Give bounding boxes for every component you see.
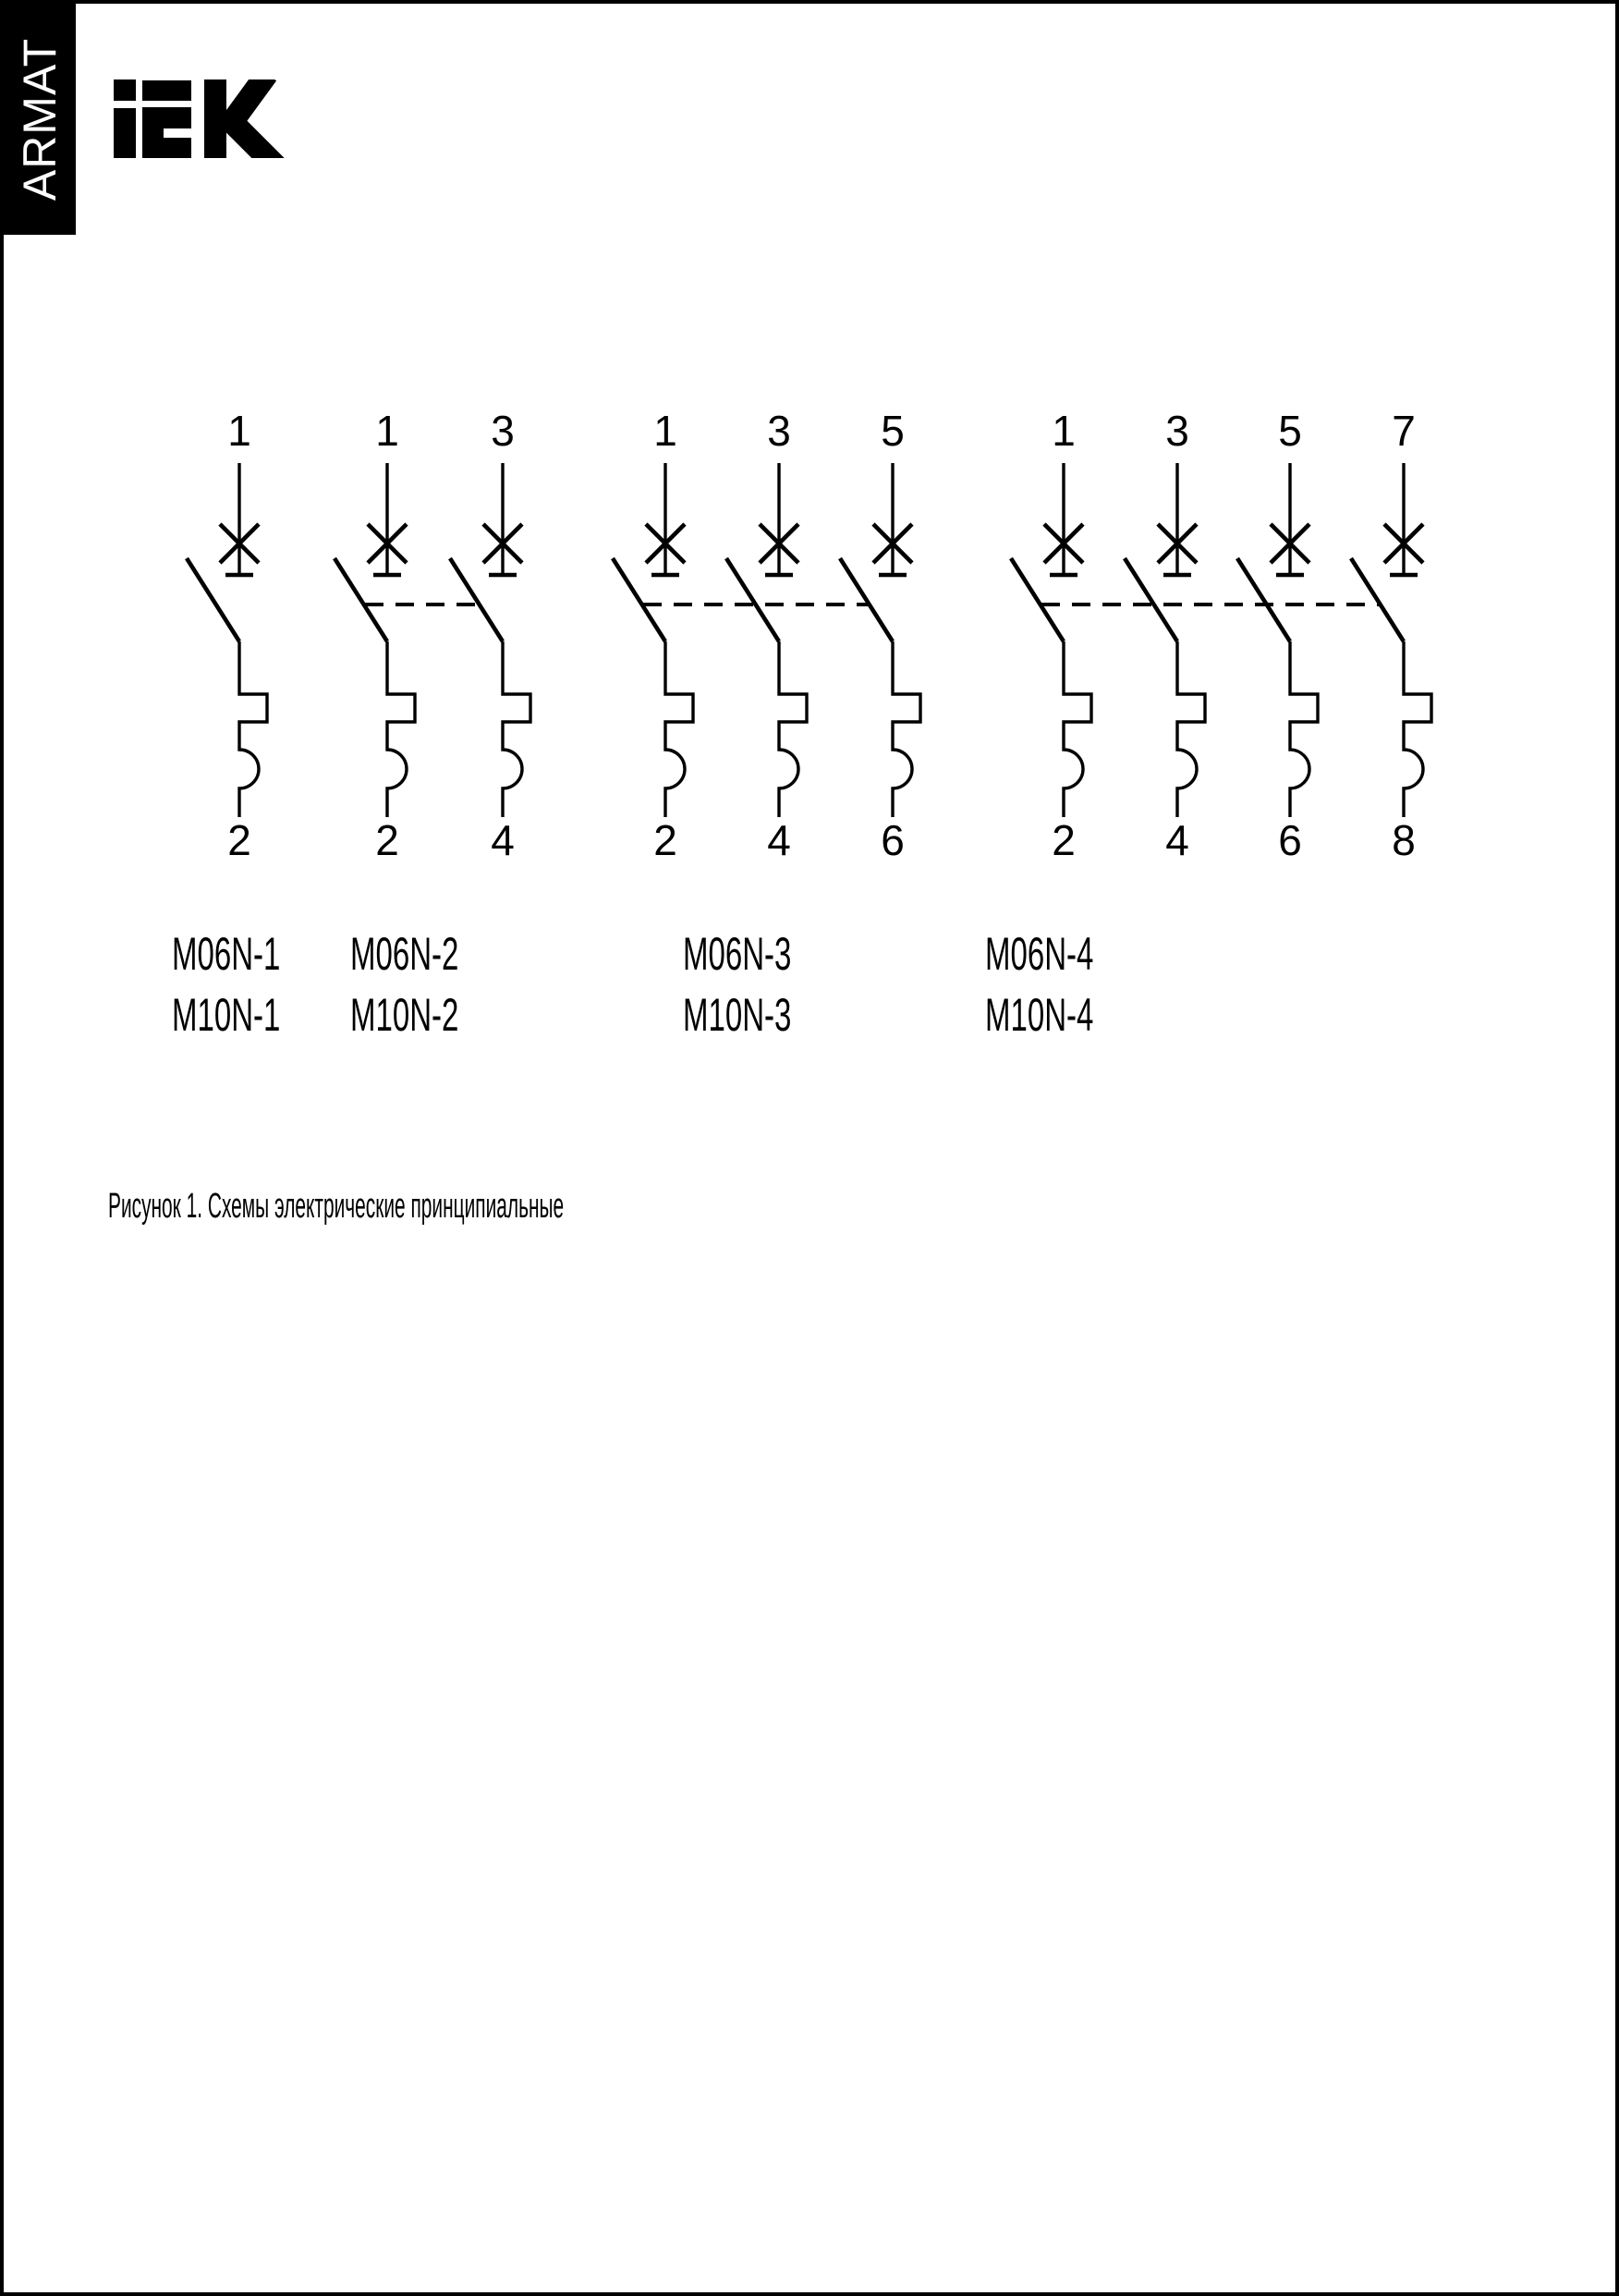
pole-conductor-path: [1404, 463, 1431, 817]
terminal-number-top: 1: [1052, 407, 1076, 455]
pole-contact-symbols: [1351, 524, 1423, 641]
terminal-number-bottom: 2: [375, 816, 399, 864]
pole-contact-symbols: [187, 524, 259, 641]
pole-conductor-path: [503, 463, 530, 817]
model-name: M10N-4: [985, 989, 1094, 1041]
terminal-number-top: 3: [491, 407, 515, 455]
pole-contact-symbols: [613, 524, 685, 641]
terminal-number-top: 1: [653, 407, 677, 455]
model-name: M06N-3: [683, 928, 792, 980]
schematic-group-M06N-2: [335, 407, 530, 864]
terminal-number-top: 1: [227, 407, 251, 455]
terminal-number-top: 5: [1278, 407, 1302, 455]
iek-logo: [114, 79, 289, 158]
pole-contact-symbols: [726, 524, 798, 641]
terminal-number-top: 3: [767, 407, 791, 455]
schematic-group-M06N-3: [613, 407, 920, 864]
pole-conductor-path: [665, 463, 693, 817]
terminal-number-top: 3: [1165, 407, 1189, 455]
model-name: M10N-1: [172, 989, 281, 1041]
terminal-number-top: 5: [881, 407, 905, 455]
model-label-lines: [172, 923, 280, 1045]
terminal-number-bottom: 6: [1278, 816, 1302, 864]
model-label: [350, 923, 515, 1045]
pole-contact-symbols: [335, 524, 407, 641]
brand-banner: [4, 4, 76, 235]
pole-contact-symbols: [1125, 524, 1197, 641]
pole-contact-symbols: [840, 524, 912, 641]
pole-conductor-path: [239, 463, 267, 817]
pole-conductor-path: [387, 463, 415, 817]
terminal-number-bottom: 2: [653, 816, 677, 864]
schematic-group-M06N-1: [187, 407, 267, 864]
model-name: M06N-4: [985, 928, 1094, 980]
pole-conductor-path: [779, 463, 807, 817]
iek-logo-e-top: [142, 80, 191, 101]
model-label: [985, 923, 1150, 1045]
iek-logo-i-dot: [114, 79, 136, 101]
model-name: M06N-2: [350, 928, 459, 980]
schematic-group-M06N-4: [1011, 407, 1431, 864]
schematic-diagram: [4, 4, 1619, 2296]
iek-logo-e-notch: [164, 128, 191, 138]
model-label-lines: [683, 923, 791, 1045]
pole-conductor-path: [1064, 463, 1091, 817]
terminal-number-bottom: 4: [491, 816, 515, 864]
terminal-number-bottom: 8: [1392, 816, 1416, 864]
terminal-number-bottom: 4: [767, 816, 791, 864]
terminal-number-bottom: 2: [1052, 816, 1076, 864]
model-label: [683, 923, 847, 1045]
terminal-number-top: 1: [375, 407, 399, 455]
figure-caption: [108, 1187, 937, 1227]
model-name: M10N-3: [683, 989, 792, 1041]
terminal-number-bottom: 2: [227, 816, 251, 864]
terminal-number-top: 7: [1392, 407, 1416, 455]
iek-logo-i-body: [114, 108, 136, 158]
pole-contact-symbols: [1237, 524, 1309, 641]
terminal-number-bottom: 6: [881, 816, 905, 864]
model-name: M10N-2: [350, 989, 459, 1041]
pole-conductor-path: [893, 463, 920, 817]
terminal-number-bottom: 4: [1165, 816, 1189, 864]
model-label-lines: [985, 923, 1093, 1045]
model-label-lines: [350, 923, 458, 1045]
brand-vertical-text: ARMAT: [14, 37, 66, 202]
model-name: M06N-1: [172, 928, 281, 980]
figure-caption-text: Рисунок 1. Схемы электрические принципиальные: [108, 1187, 565, 1226]
pole-conductor-path: [1177, 463, 1205, 817]
model-label: [172, 923, 336, 1045]
pole-contact-symbols: [1011, 524, 1083, 641]
iek-logo-k-diagonal: [232, 79, 276, 158]
pole-contact-symbols: [450, 524, 522, 641]
pole-conductor-path: [1290, 463, 1318, 817]
